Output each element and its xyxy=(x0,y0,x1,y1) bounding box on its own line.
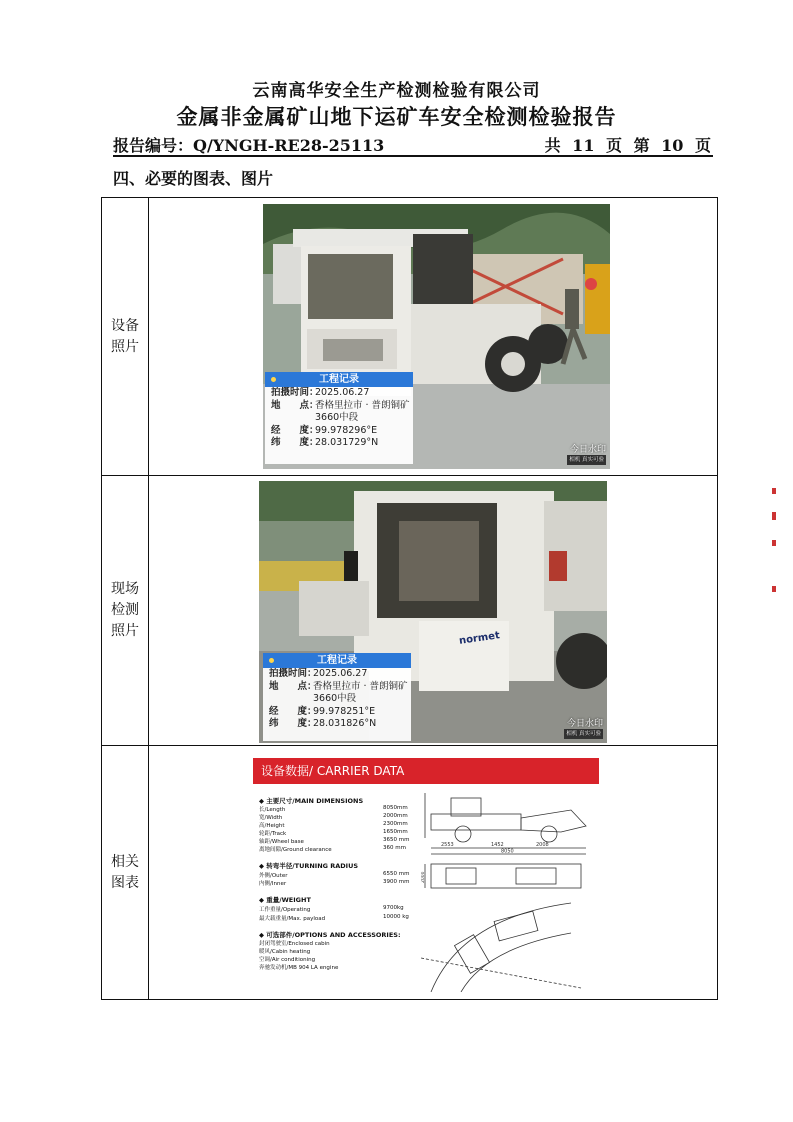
row-label xyxy=(102,746,149,1000)
timestamp-stamp xyxy=(567,445,606,465)
row-label xyxy=(102,476,149,746)
spec-line: 轮距/Track 1650mm xyxy=(259,829,408,837)
report-meta xyxy=(113,131,713,157)
dim-label: 8050 xyxy=(501,848,514,855)
stamp-title: 今日水印 xyxy=(569,445,606,455)
table-row xyxy=(102,198,718,476)
report-title: 金属非金属矿山地下运矿车安全检测检验报告 xyxy=(176,104,617,129)
stamp-mark xyxy=(772,488,776,494)
vehicle-brand: normet xyxy=(458,630,501,647)
row-content xyxy=(149,476,718,746)
spec-line: 空调/Air conditioning xyxy=(259,957,316,963)
top-view-drawing xyxy=(425,864,581,888)
company-name: 云南高华安全生产检测检验有限公司 xyxy=(252,81,541,101)
watermark-place-2: 3660中段 xyxy=(313,693,357,704)
watermark-header: 工程记录 xyxy=(265,372,413,387)
spec-line: 封闭驾驶室/Enclosed cabin xyxy=(259,941,330,947)
spec-line: 离地间隙/Ground clearance 360 mm xyxy=(259,845,406,853)
label-line: 照片 xyxy=(111,338,139,355)
vehicle-drawings xyxy=(421,788,597,992)
spec-line: 最大载重量/Max. payload 10000 kg xyxy=(259,914,409,922)
label-line: 相关 xyxy=(111,853,139,870)
report-number: 报告编号：Q/YNGH-RE28-25113 xyxy=(113,136,385,155)
label-line: 检测 xyxy=(111,602,139,618)
spec-banner: 设备数据/ CARRIER DATA xyxy=(253,758,599,784)
spec-sheet xyxy=(253,758,599,994)
stamp-mark xyxy=(772,540,776,546)
spec-line: 奔驰发动机/MB 904 LA engine xyxy=(259,965,339,971)
row-label xyxy=(102,198,149,476)
dim-label: 2000 xyxy=(421,871,426,883)
page-counter: 共 11 页 第 10 页 xyxy=(544,136,711,155)
inspection-photo xyxy=(259,481,607,743)
watermark-longitude: 经 度：99.978296°E xyxy=(271,424,378,436)
watermark-latitude: 纬 度：28.031729°N xyxy=(271,437,379,448)
turning-heading: ◆ 转弯半径/TURNING RADIUS xyxy=(259,862,359,870)
spec-line: 外侧/Outer 6550 mm xyxy=(259,871,410,879)
label-line: 现场 xyxy=(111,581,139,597)
spec-line: 高/Height 2300mm xyxy=(259,821,408,829)
section-title: 四、必要的图表、图片 xyxy=(113,169,274,188)
stamp-subtitle: 相机 真实可验 xyxy=(566,731,601,737)
timestamp-stamp xyxy=(564,719,603,739)
watermark-place-2: 3660中段 xyxy=(315,412,359,423)
options-heading: ◆ 可选部件/OPTIONS AND ACCESSORIES: xyxy=(259,931,401,939)
watermark-longitude: 经 度：99.978251°E xyxy=(269,705,376,717)
watermark-time: 拍摄时间：2025.06.27 xyxy=(271,387,370,398)
spec-line: 内侧/Inner 3900 mm xyxy=(259,879,410,887)
row-content xyxy=(149,746,718,1000)
spec-line: 暖风/Cabin heating xyxy=(259,949,311,955)
spec-line: 宽/Width 2000mm xyxy=(259,813,408,821)
spec-line: 工作重量/Operating 9700kg xyxy=(259,905,404,913)
dim-label: 2553 xyxy=(441,842,454,848)
table-row xyxy=(102,476,718,746)
photo-watermark xyxy=(263,653,411,741)
stamp-mark xyxy=(772,586,776,592)
watermark-header: 工程记录 xyxy=(263,653,411,668)
label-line: 图表 xyxy=(111,874,139,891)
spec-line: 轴距/Wheel base 3650 mm xyxy=(259,837,410,845)
weight-heading: ◆ 重量/WEIGHT xyxy=(259,896,311,904)
label-line: 设备 xyxy=(111,317,139,334)
watermark-time: 拍摄时间：2025.06.27 xyxy=(269,668,368,679)
dim-label: 1452 xyxy=(491,842,504,848)
watermark-place: 地 点：香格里拉市 · 普朗铜矿 xyxy=(269,680,408,692)
spec-line: 长/Length 8050mm xyxy=(259,805,408,813)
label-line: 照片 xyxy=(111,623,139,639)
stamp-mark xyxy=(772,512,776,520)
row-content xyxy=(149,198,718,476)
watermark-latitude: 纬 度：28.031826°N xyxy=(269,718,377,729)
stamp-title: 今日水印 xyxy=(566,719,603,729)
photo-watermark xyxy=(265,372,413,464)
turning-view-drawing xyxy=(421,903,581,992)
dim-label: 2008 xyxy=(536,842,549,848)
equipment-photo xyxy=(263,204,610,469)
stamp-subtitle: 相机 真实可验 xyxy=(569,457,604,463)
figure-table xyxy=(101,197,718,1000)
dimensions-heading: ◆ 主要尺寸/MAIN DIMENSIONS xyxy=(259,797,364,805)
table-row xyxy=(102,746,718,1000)
watermark-place: 地 点：香格里拉市 · 普朗铜矿 xyxy=(271,399,410,411)
